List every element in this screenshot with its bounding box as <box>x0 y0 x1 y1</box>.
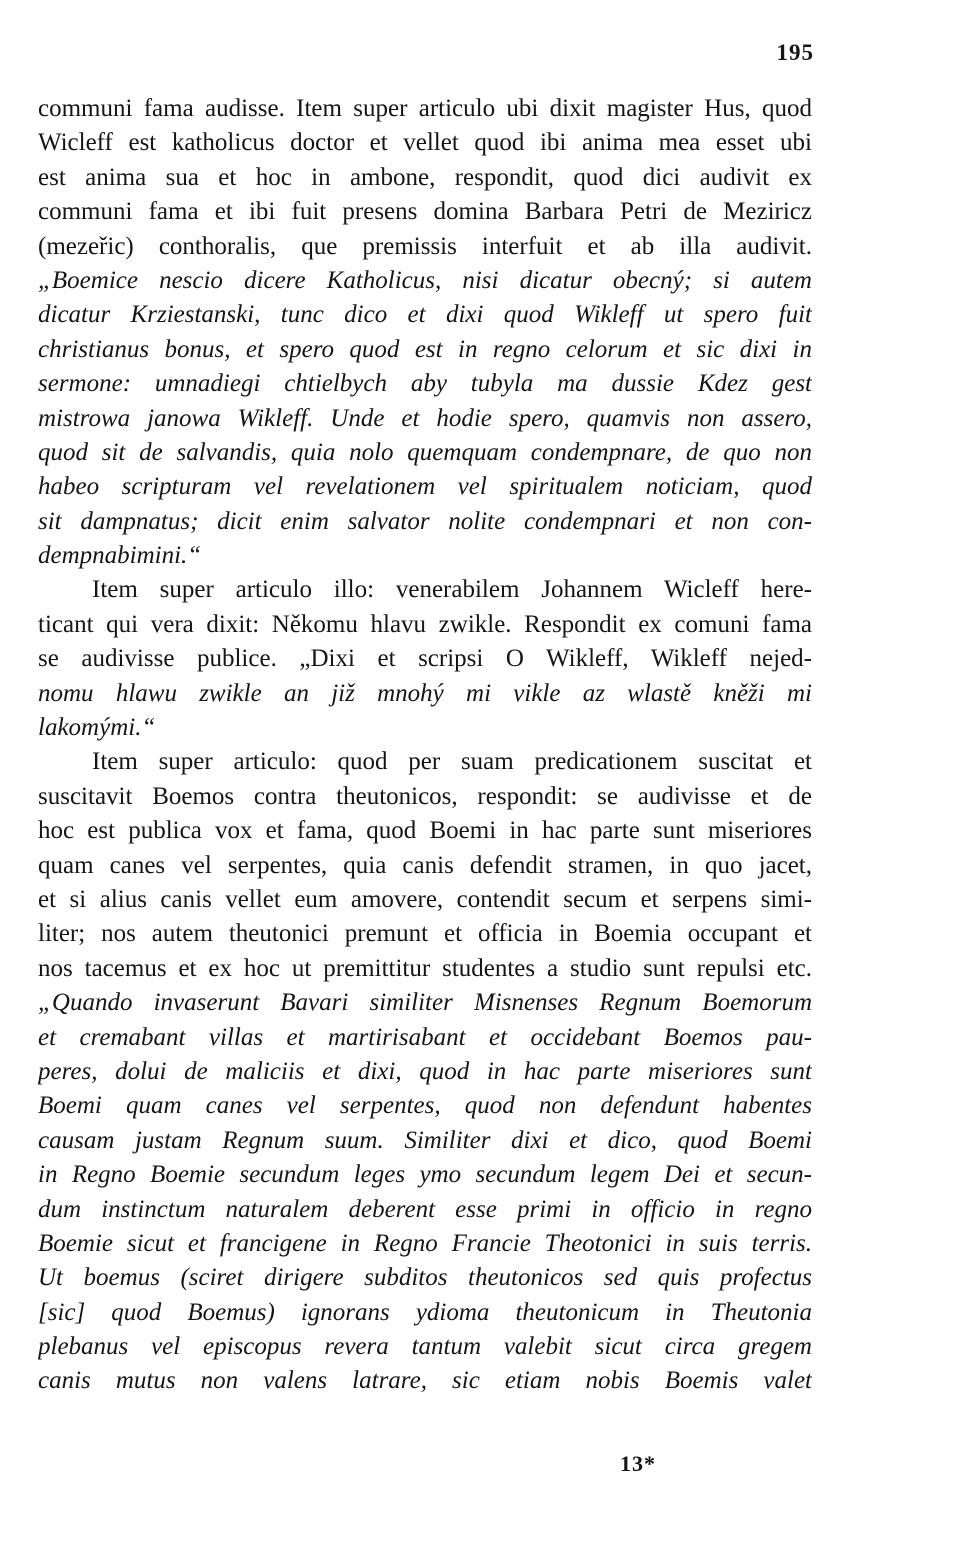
text-line: in Regno Boemie secundum leges ymo secundum legem Dei et secun- <box>38 1161 812 1189</box>
text-line: quod sit de salvandis, quia nolo quemquam condempnare, de quo non <box>38 438 812 466</box>
text-line: hoc est publica vox et fama, quod Boemi in hac parte sunt miseriores <box>38 817 812 845</box>
text-line: Wicleff est katholicus doctor et vellet quod ibi anima mea esset ubi <box>38 129 812 157</box>
text-line: Ut boemus (sciret dirigere subditos theutonicos sed quis profectus <box>38 1264 812 1292</box>
text-line: quam canes vel serpentes, quia canis defendit stramen, in quo jacet, <box>38 851 812 879</box>
text-line: christianus bonus, et spero quod est in regno celorum et sic dixi in <box>38 335 812 363</box>
text-line: plebanus vel episcopus revera tantum valebit sicut circa gregem <box>38 1333 812 1361</box>
text-line: (mezeřic) conthoralis, que premissis interfuit et ab illa audivit. <box>38 232 812 260</box>
text-line: communi fama audisse. Item super articulo ubi dixit magister Hus, quod <box>38 95 812 122</box>
text-line: habeo scripturam vel revelationem vel spiritualem noticiam, quod <box>38 473 812 501</box>
text-line: se audivisse publice. „Dixi et scripsi O Wikleff, Wikleff nejed- <box>38 645 812 673</box>
text-line: [sic] quod Boemus) ignorans ydioma theutonicum in Theutonia <box>38 1298 812 1326</box>
text-line: et si alius canis vellet eum amovere, contendit secum et serpens simi- <box>38 885 812 913</box>
text-line: sermone: umnadiegi chtielbych aby tubyla ma dussie Kdez gest <box>38 370 812 398</box>
text-line: canis mutus non valens latrare, sic etiam nobis Boemis valet <box>38 1367 812 1395</box>
text-line: mistrowa janowa Wikleff. Unde et hodie spero, quamvis non assero, <box>38 404 812 432</box>
text-line: nos tacemus et ex hoc ut premittitur studentes a studio sunt repulsi etc. <box>38 954 812 982</box>
text-line: liter; nos autem theutonici premunt et officia in Boemia occupant et <box>38 920 812 948</box>
text-line: dum instinctum naturalem deberent esse primi in officio in regno <box>38 1195 812 1223</box>
text-line: Boemi quam canes vel serpentes, quod non defendunt habentes <box>38 1092 812 1120</box>
text-line: communi fama et ibi fuit presens domina Barbara Petri de Meziricz <box>38 198 812 226</box>
text-line: Boemie sicut et francigene in Regno Francie Theotonici in suis terris. <box>38 1229 812 1257</box>
text-line: „Quando invaserunt Bavari similiter Misnenses Regnum Boemorum <box>38 989 812 1017</box>
text-line: Item super articulo: quod per suam predicationem suscitat et <box>92 748 812 776</box>
text-line: sit dampnatus; dicit enim salvator nolite condempnari et non con- <box>38 507 812 535</box>
text-line: peres, dolui de maliciis et dixi, quod in hac parte miseriores sunt <box>38 1057 812 1085</box>
text-line: lakomými.“ <box>38 714 156 742</box>
text-line: est anima sua et hoc in ambone, respondit, quod dici audivit ex <box>38 163 812 191</box>
text-line: et cremabant villas et martirisabant et occidebant Boemos pau- <box>38 1023 812 1051</box>
text-line: dicatur Krziestanski, tunc dico et dixi quod Wikleff ut spero fuit <box>38 301 812 329</box>
signature-mark: 13* <box>620 1451 656 1476</box>
text-line: causam justam Regnum suum. Similiter dixi et dico, quod Boemi <box>38 1126 812 1154</box>
body-text <box>38 92 812 1399</box>
text-line: „Boemice nescio dicere Katholicus, nisi dicatur obecný; si autem <box>38 266 812 294</box>
text-line: Item super articulo illo: venerabilem Johannem Wicleff here- <box>92 576 812 604</box>
page-number: 195 <box>776 40 814 65</box>
text-line: ticant qui vera dixit: Někomu hlavu zwikle. Respondit ex comuni fama <box>38 610 812 638</box>
text-line: nomu hlawu zwikle an již mnohý mi vikle az wlastě kněži mi <box>38 679 812 707</box>
text-line: dempnabimini.“ <box>38 542 202 570</box>
text-line: suscitavit Boemos contra theutonicos, respondit: se audivisse et de <box>38 782 812 810</box>
